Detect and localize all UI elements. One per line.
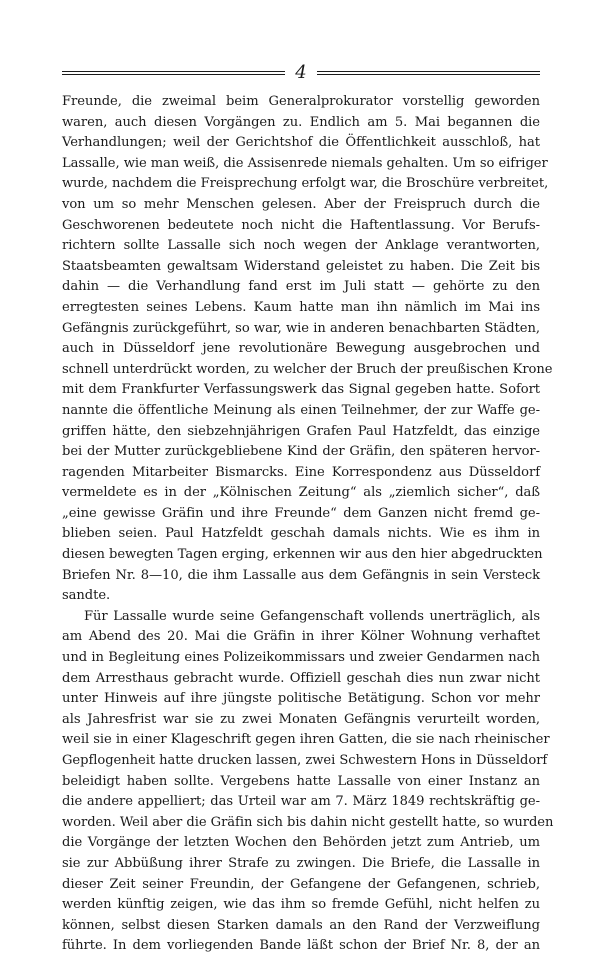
text-line: vermeldete es in der „Kölnischen Zeitung“ als „ziemlich sicher“, daß <box>62 485 540 501</box>
text-line: blieben seien. Paul Hatzfeldt geschah damals nichts. Wie es ihm in <box>62 526 540 542</box>
text-line: als Jahresfrist war sie zu zwei Monaten Gefängnis verurteilt worden, <box>62 711 540 727</box>
text-line: mit dem Frankfurter Verfassungswerk das Signal gegeben hatte. Sofort <box>62 382 540 398</box>
text-line: beleidigt haben sollte. Vergebens hatte Lassalle von einer Instanz an <box>62 773 540 789</box>
text-line: unter Hinweis auf ihre jüngste politische Betätigung. Schon vor mehr <box>62 691 540 707</box>
text-line: Freunde, die zweimal beim Generalprokurator vorstellig geworden <box>62 94 540 109</box>
text-line: griffen hätte, den siebzehnjährigen Grafen Paul Hatzfeldt, das einzige <box>62 423 540 439</box>
text-line: Geschworenen bedeutete noch nicht die Haftentlassung. Vor Berufs- <box>62 217 540 233</box>
text-line: die Vorgänge der letzten Wochen den Behörden jetzt zum Antrieb, um <box>62 835 540 851</box>
text-line: richtern sollte Lassalle sich noch wegen der Anklage verantworten, <box>62 238 540 254</box>
text-line: schnell unterdrückt worden, zu welcher der Bruch der preußischen Krone <box>62 361 553 377</box>
text-line: und in Begleitung eines Polizeikommissars und zweier Gendarmen nach <box>62 650 540 666</box>
text-line: auch in Düsseldorf jene revolutionäre Bewegung ausgebrochen und <box>62 341 540 357</box>
text-line: „eine gewisse Gräfin und ihre Freunde“ dem Ganzen nicht fremd ge- <box>62 505 540 521</box>
text-line: führte. In dem vorliegenden Bande läßt schon der Brief Nr. 8, der an <box>62 938 540 954</box>
text-line: diesen bewegten Tagen erging, erkennen wir aus den hier abgedruckten <box>62 547 543 563</box>
text-line: die andere appelliert; das Urteil war am 7. März 1849 rechtskräftig ge- <box>62 794 540 810</box>
text-line: von um so mehr Menschen gelesen. Aber der Freispruch durch die <box>62 196 540 212</box>
text-line: Für Lassalle wurde seine Gefangenschaft vollends unerträglich, als <box>84 608 540 624</box>
text-line: ragenden Mitarbeiter Bismarcks. Eine Korrespondenz aus Düsseldorf <box>62 464 540 480</box>
text-line: weil sie in einer Klageschrift gegen ihren Gatten, die sie nach rheinischer <box>62 732 550 748</box>
text-line: Gefängnis zurückgeführt, so war, wie in anderen benachbarten Städten, <box>62 320 540 336</box>
text-line: nannte die öffentliche Meinung als einen Teilnehmer, der zur Waffe ge- <box>62 402 540 418</box>
text-line: dem Arresthaus gebracht wurde. Offiziell geschah dies nun zwar nicht <box>62 670 540 686</box>
text-line: Staatsbeamten gewaltsam Widerstand geleistet zu haben. Die Zeit bis <box>62 258 540 274</box>
text-line: am Abend des 20. Mai die Gräfin in ihrer Kölner Wohnung verhaftet <box>62 629 540 645</box>
text-line: dieser Zeit seiner Freundin, der Gefangene der Gefangenen, schrieb, <box>62 876 540 892</box>
text-line: sandte. <box>62 588 111 604</box>
text-line: Gepflogenheit hatte drucken lassen, zwei Schwestern Hons in Düsseldorf <box>62 753 548 768</box>
text-line: werden künftig zeigen, wie das ihm so fremde Gefühl, nicht helfen zu <box>62 897 540 913</box>
text-line: Briefen Nr. 8—10, die ihm Lassalle aus dem Gefängnis in sein Versteck <box>62 567 540 583</box>
page-number: 4 <box>295 62 307 83</box>
text-line: dahin — die Verhandlung fand erst im Juli statt — gehörte zu den <box>62 279 540 295</box>
text-line: worden. Weil aber die Gräfin sich bis dahin nicht gestellt hatte, so wurden <box>62 814 554 830</box>
book-page <box>62 60 554 957</box>
text-line: Lassalle, wie man weiß, die Assisenrede niemals gehalten. Um so eifriger <box>62 155 548 171</box>
text-line: waren, auch diesen Vorgängen zu. Endlich am 5. Mai begannen die <box>62 114 540 130</box>
text-line: erregtesten seines Lebens. Kaum hatte man ihn nämlich im Mai ins <box>62 299 540 315</box>
text-line: bei der Mutter zurückgebliebene Kind der Gräfin, den späteren hervor- <box>62 444 540 460</box>
page-header <box>62 60 540 86</box>
paragraph <box>62 92 553 607</box>
text-line: Verhandlungen; weil der Gerichtshof die Öffentlichkeit ausschloß, hat <box>62 135 540 151</box>
paragraph <box>62 607 554 957</box>
text-line: können, selbst diesen Starken damals an den Rand der Verzweiflung <box>62 917 540 933</box>
body-text <box>62 92 554 957</box>
header-rule-left <box>62 71 285 76</box>
header-rule-right <box>317 71 540 76</box>
text-line: wurde, nachdem die Freisprechung erfolgt war, die Broschüre verbreitet, <box>62 176 549 192</box>
text-line: sie zur Abbüßung ihrer Strafe zu zwingen. Die Briefe, die Lassalle in <box>62 855 540 871</box>
